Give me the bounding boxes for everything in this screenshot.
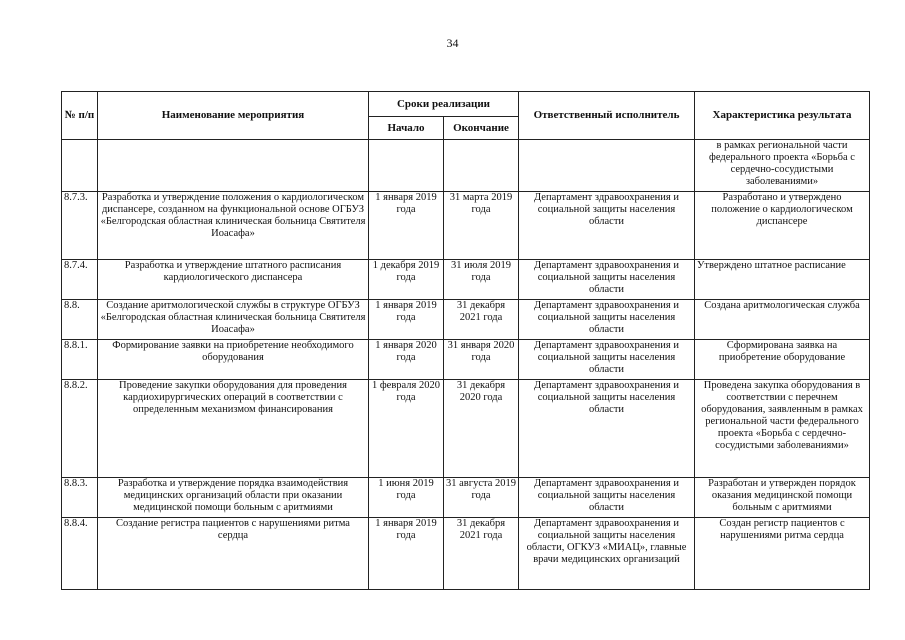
header-terms: Сроки реализации	[369, 92, 519, 117]
header-executor: Ответственный исполнитель	[519, 92, 695, 140]
row-num	[62, 140, 98, 192]
row-end: 31 июля 2019 года	[444, 260, 519, 300]
row-start: 1 июня 2019 года	[369, 478, 444, 518]
row-num: 8.8.1.	[62, 340, 98, 380]
row-start: 1 января 2020 года	[369, 340, 444, 380]
row-result: Разработан и утвержден порядок оказания медицинской помощи больным с аритмиями	[695, 478, 870, 518]
row-result: в рамках региональной части федерального проекта «Борьба с сердечно-сосудистыми заболеваниями»	[695, 140, 870, 192]
header-name: Наименование мероприятия	[98, 92, 369, 140]
row-name: Формирование заявки на приобретение необходимого оборудования	[98, 340, 369, 380]
row-start: 1 февраля 2020 года	[369, 380, 444, 478]
table-row	[62, 380, 870, 478]
row-num: 8.7.3.	[62, 192, 98, 260]
row-executor: Департамент здравоохранения и социальной защиты населения области	[519, 380, 695, 478]
row-executor: Департамент здравоохранения и социальной защиты населения области	[519, 300, 695, 340]
row-result: Создана аритмологическая служба	[695, 300, 870, 340]
row-name: Создание аритмологической службы в структуре ОГБУЗ «Белгородская областная клиническая больница Святителя Иоасафа»	[98, 300, 369, 340]
header-start: Начало	[369, 117, 444, 140]
row-executor: Департамент здравоохранения и социальной защиты населения области	[519, 192, 695, 260]
row-result: Сформирована заявка на приобретение оборудование	[695, 340, 870, 380]
row-start: 1 декабря 2019 года	[369, 260, 444, 300]
row-end: 31 декабря 2021 года	[444, 300, 519, 340]
row-name: Создание регистра пациентов с нарушениями ритма сердца	[98, 518, 369, 590]
row-result: Создан регистр пациентов с нарушениями ритма сердца	[695, 518, 870, 590]
row-end: 31 декабря 2020 года	[444, 380, 519, 478]
row-end: 31 декабря 2021 года	[444, 518, 519, 590]
row-num: 8.8.4.	[62, 518, 98, 590]
row-end: 31 августа 2019 года	[444, 478, 519, 518]
row-num: 8.8.	[62, 300, 98, 340]
row-result: Утверждено штатное расписание	[695, 260, 870, 300]
header-row	[62, 92, 870, 117]
row-result: Проведена закупка оборудования в соответствии с перечнем оборудования, заявленным в рамках региональной части федерального проекта «Борьба с сердечно-сосудистыми заболеваниями»	[695, 380, 870, 478]
row-executor: Департамент здравоохранения и социальной защиты населения области	[519, 478, 695, 518]
table-row	[62, 192, 870, 260]
row-start	[369, 140, 444, 192]
row-executor: Департамент здравоохранения и социальной защиты населения области	[519, 340, 695, 380]
header-result: Характеристика результата	[695, 92, 870, 140]
table-row	[62, 478, 870, 518]
row-start: 1 января 2019 года	[369, 300, 444, 340]
row-name: Проведение закупки оборудования для проведения кардиохирургических операций в соответствии с определенным механизмом финансирования	[98, 380, 369, 478]
row-executor: Департамент здравоохранения и социальной защиты населения области	[519, 260, 695, 300]
row-num: 8.8.2.	[62, 380, 98, 478]
table-row	[62, 340, 870, 380]
header-num: № п/п	[62, 92, 98, 140]
row-name: Разработка и утверждение положения о кардиологическом диспансере, созданном на функциональной основе ОГБУЗ «Белгородская областная клиническая больница Святителя Иоасафа»	[98, 192, 369, 260]
row-executor	[519, 140, 695, 192]
measures-table	[61, 91, 870, 590]
table-row	[62, 140, 870, 192]
header-end: Окончание	[444, 117, 519, 140]
row-result: Разработано и утверждено положение о кардиологическом диспансере	[695, 192, 870, 260]
row-start: 1 января 2019 года	[369, 518, 444, 590]
table-row	[62, 260, 870, 300]
row-end: 31 марта 2019 года	[444, 192, 519, 260]
table-row	[62, 518, 870, 590]
row-num: 8.8.3.	[62, 478, 98, 518]
row-name: Разработка и утверждение штатного расписания кардиологического диспансера	[98, 260, 369, 300]
row-name: Разработка и утверждение порядка взаимодействия медицинских организаций области при оказании медицинской помощи больным с аритмиями	[98, 478, 369, 518]
row-name	[98, 140, 369, 192]
row-executor: Департамент здравоохранения и социальной защиты населения области, ОГКУЗ «МИАЦ», главные врачи медицинских организаций	[519, 518, 695, 590]
row-end	[444, 140, 519, 192]
row-start: 1 января 2019 года	[369, 192, 444, 260]
row-end: 31 января 2020 года	[444, 340, 519, 380]
page-number: 34	[446, 36, 459, 50]
table-row	[62, 300, 870, 340]
row-num: 8.7.4.	[62, 260, 98, 300]
